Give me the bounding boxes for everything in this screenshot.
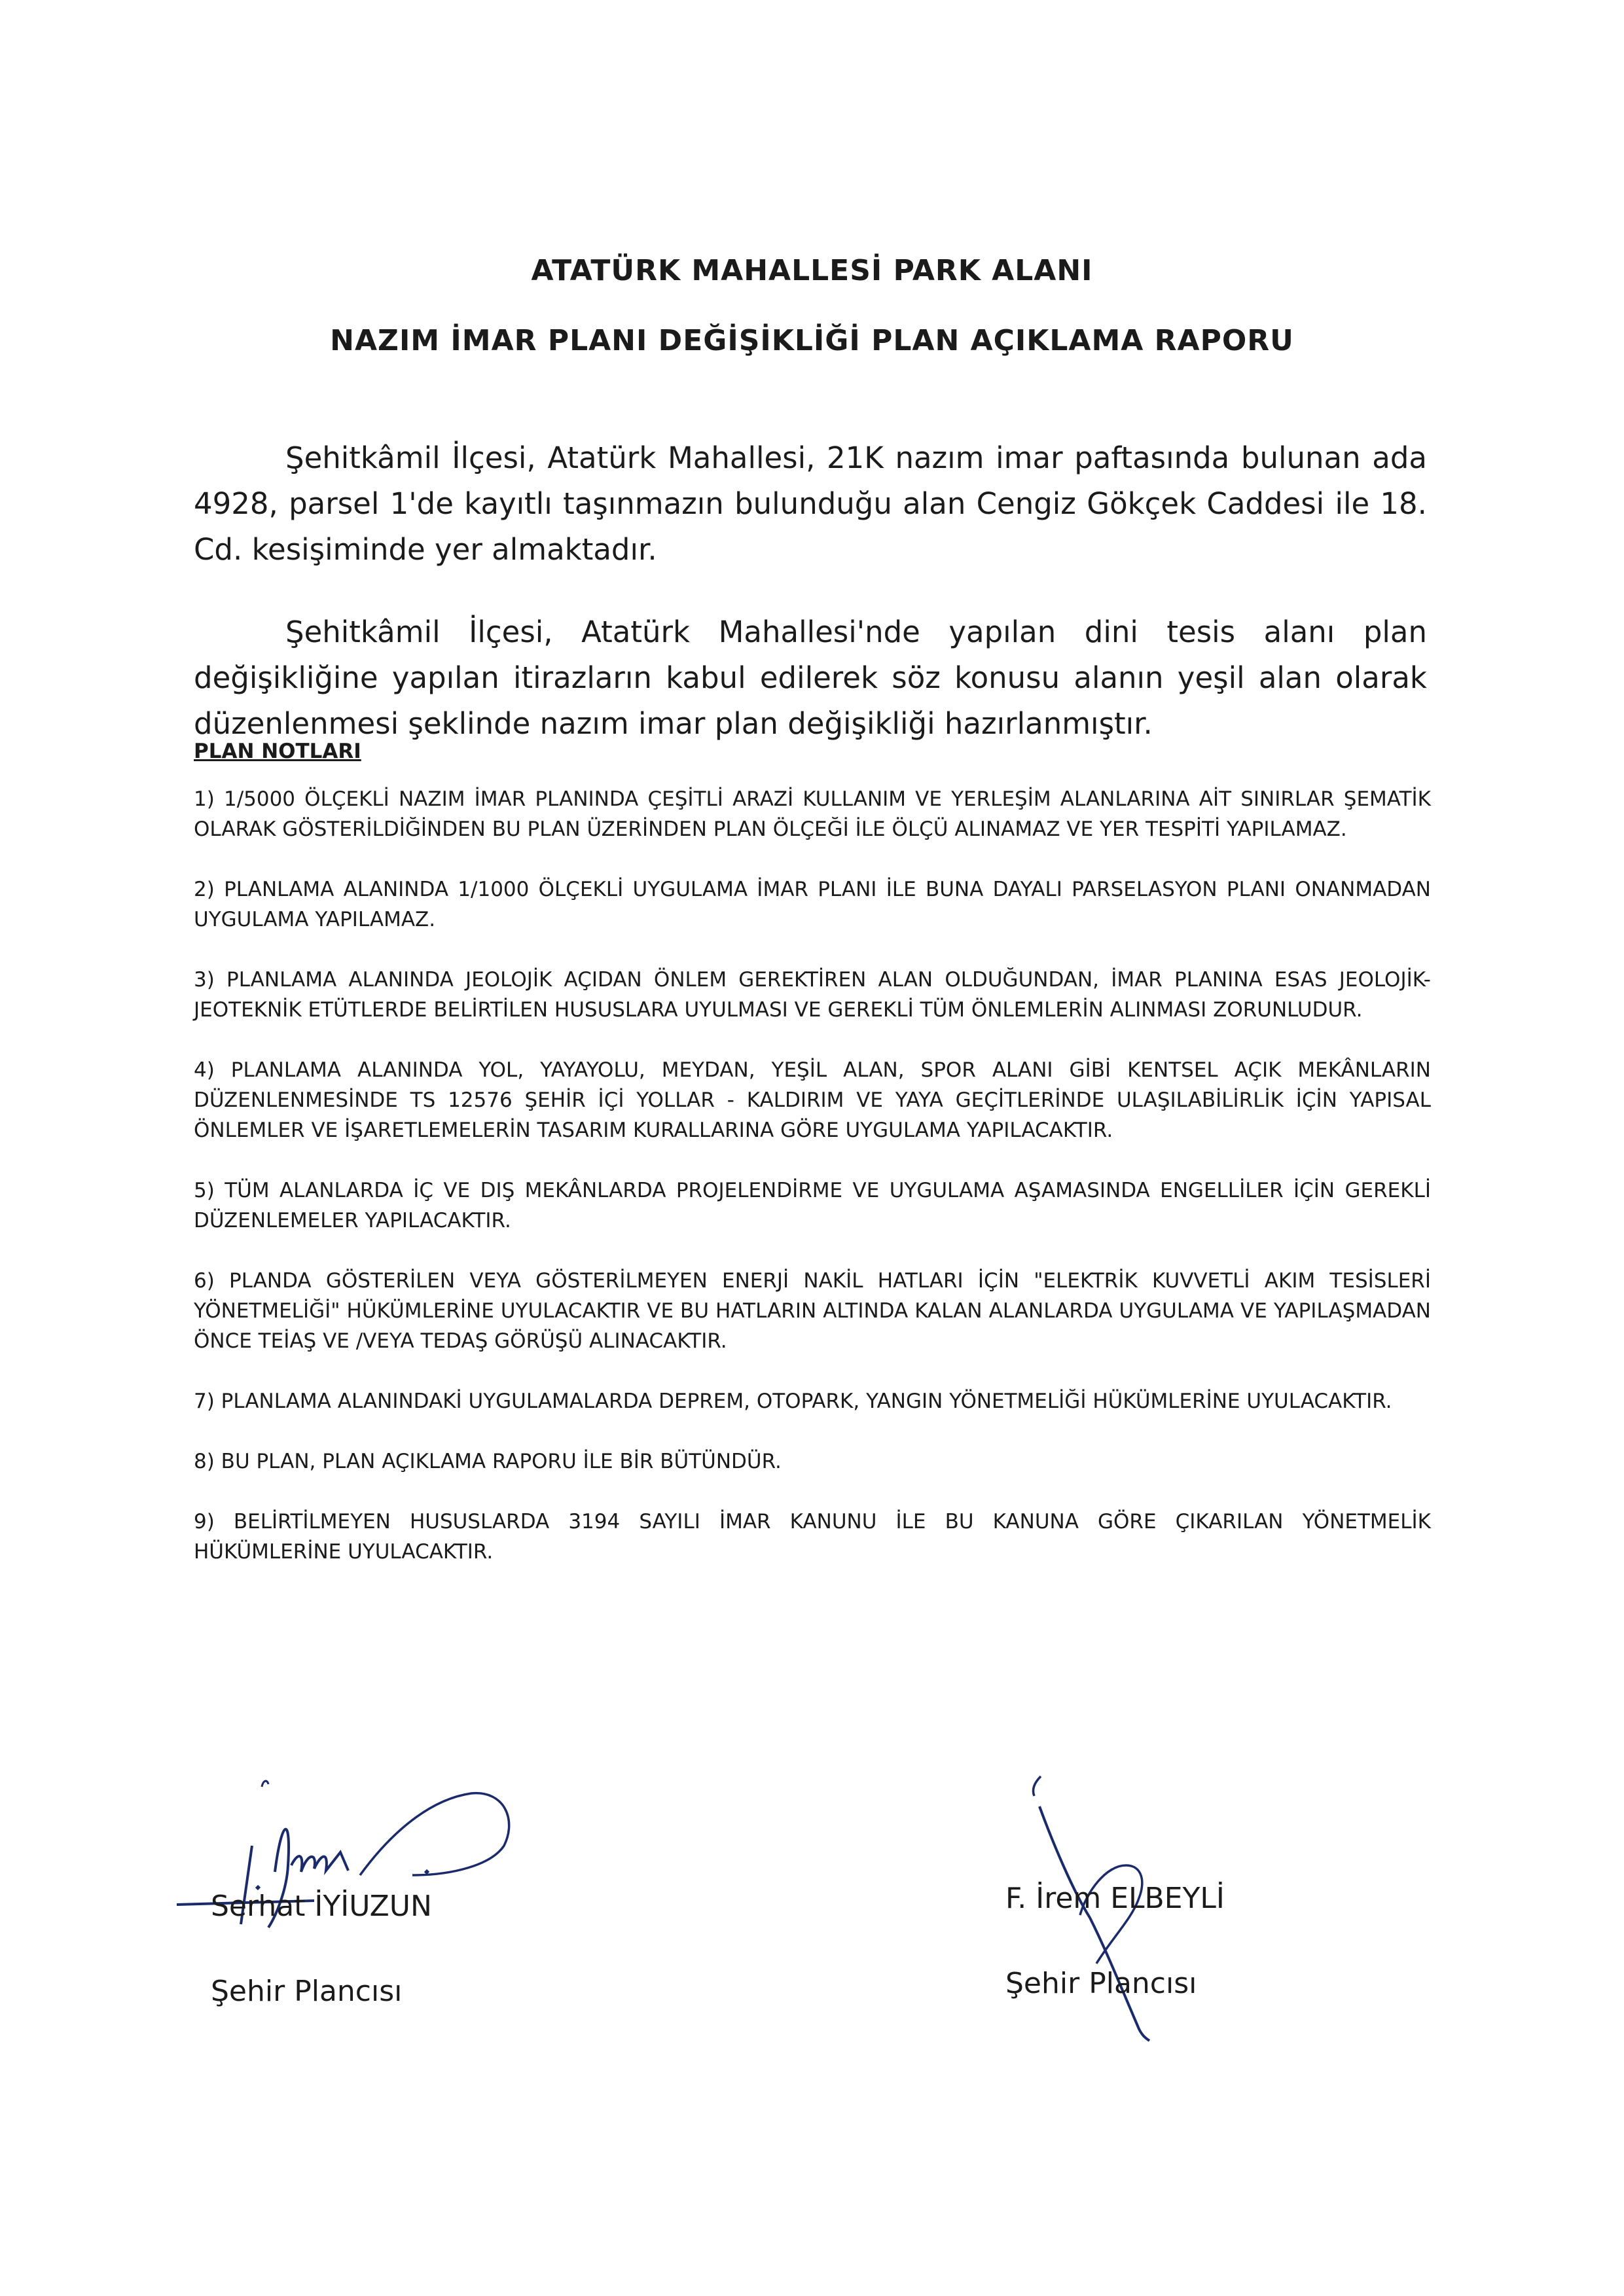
paragraph-change-description: Şehitkâmil İlçesi, Atatürk Mahallesi'nde yapılan dini tesis alanı plan değişikliğine yapılan itirazların kabul edilerek söz konusu alanın yeşil alan olarak düzenlenmesi şeklinde nazım imar plan değişikliği hazırlanmıştır. (194, 615, 1427, 741)
signer-role-left: Şehir Plancısı (211, 1975, 403, 2008)
plan-notes-heading: PLAN NOTLARI (194, 740, 361, 763)
plan-note: 8) BU PLAN, PLAN AÇIKLAMA RAPORU İLE BİR BÜTÜNDÜR. (194, 1450, 782, 1473)
plan-note: 2) PLANLAMA ALANINDA 1/1000 ÖLÇEKLİ UYGULAMA İMAR PLANI İLE BUNA DAYALI PARSELASYON PLANI ONANMADAN UYGULAMA YAPILAMAZ. (194, 878, 1431, 931)
plan-note: 3) PLANLAMA ALANINDA JEOLOJİK AÇIDAN ÖNLEM GEREKTİREN ALAN OLDUĞUNDAN, İMAR PLANINA ESAS JEOLOJİK-JEOTEKNİK ETÜTLERDE BELİRTİLEN HUSUSLARA UYULMASI VE GEREKLİ TÜM ÖNLEMLERİN ALINMASI ZORUNLUDUR. (194, 968, 1431, 1022)
plan-note: 6) PLANDA GÖSTERİLEN VEYA GÖSTERİLMEYEN ENERJİ NAKİL HATLARI İÇİN "ELEKTRİK KUVVETLİ AKIM TESİSLERİ YÖNETMELİĞİ" HÜKÜMLERİNE UYULACAKTIR VE BU HATLARIN ALTINDA KALAN ALANLARDA UYGULAMA VE YAPILAŞMADAN ÖNCE TEİAŞ VE /VEYA TEDAŞ GÖRÜŞÜ ALINACAKTIR. (194, 1269, 1431, 1353)
plan-note: 5) TÜM ALANLARDA İÇ VE DIŞ MEKÂNLARDA PROJELENDİRME VE UYGULAMA AŞAMASINDA ENGELLİLER İÇİN GEREKLİ DÜZENLEMELER YAPILACAKTIR. (194, 1179, 1431, 1232)
plan-note: 7) PLANLAMA ALANINDAKİ UYGULAMALARDA DEPREM, OTOPARK, YANGIN YÖNETMELİĞİ HÜKÜMLERİNE UYULACAKTIR. (194, 1390, 1392, 1413)
signer-role-right: Şehir Plancısı (1005, 1967, 1197, 2000)
plan-notes-list (194, 784, 1431, 1597)
document-title-line2: NAZIM İMAR PLANI DEĞİŞİKLİĞİ PLAN AÇIKLAMA RAPORU (330, 324, 1294, 357)
document-title-line1: ATATÜRK MAHALLESİ PARK ALANI (531, 254, 1093, 287)
signature-block-right (1005, 1882, 1225, 2000)
plan-note: 4) PLANLAMA ALANINDA YOL, YAYAYOLU, MEYDAN, YEŞİL ALAN, SPOR ALANI GİBİ KENTSEL AÇIK MEKÂNLARIN DÜZENLENMESİNDE TS 12576 ŞEHİR İÇİ YOLLAR - KALDIRIM VE YAYA GEÇİTLERİNDE ULAŞILABİLİRLİK İÇİN YAPISAL ÖNLEMLER VE İŞARETLEMELERİN TASARIM KURALLARINA GÖRE UYGULAMA YAPILACAKTIR. (194, 1058, 1431, 1142)
paragraph-location: Şehitkâmil İlçesi, Atatürk Mahallesi, 21K nazım imar paftasında bulunan ada 4928, parsel 1'de kayıtlı taşınmazın bulunduğu alan Cengiz Gökçek Caddesi ile 18. Cd. kesişiminde yer almaktadır. (194, 440, 1427, 567)
plan-note: 9) BELİRTİLMEYEN HUSUSLARDA 3194 SAYILI İMAR KANUNU İLE BU KANUNA GÖRE ÇIKARILAN YÖNETMELİK HÜKÜMLERİNE UYULACAKTIR. (194, 1510, 1431, 1564)
signature-block-left (211, 1890, 432, 2008)
signer-name-right: F. İrem ELBEYLİ (1005, 1882, 1225, 1915)
signer-name-left: Serhat İYİUZUN (211, 1890, 432, 1923)
plan-note: 1) 1/5000 ÖLÇEKLİ NAZIM İMAR PLANINDA ÇEŞİTLİ ARAZİ KULLANIM VE YERLEŞİM ALANLARINA AİT SINIRLAR ŞEMATİK OLARAK GÖSTERİLDİĞİNDEN BU PLAN ÜZERİNDEN PLAN ÖLÇEĞİ İLE ÖLÇÜ ALINAMAZ VE YER TESPİTİ YAPILAMAZ. (194, 787, 1431, 841)
